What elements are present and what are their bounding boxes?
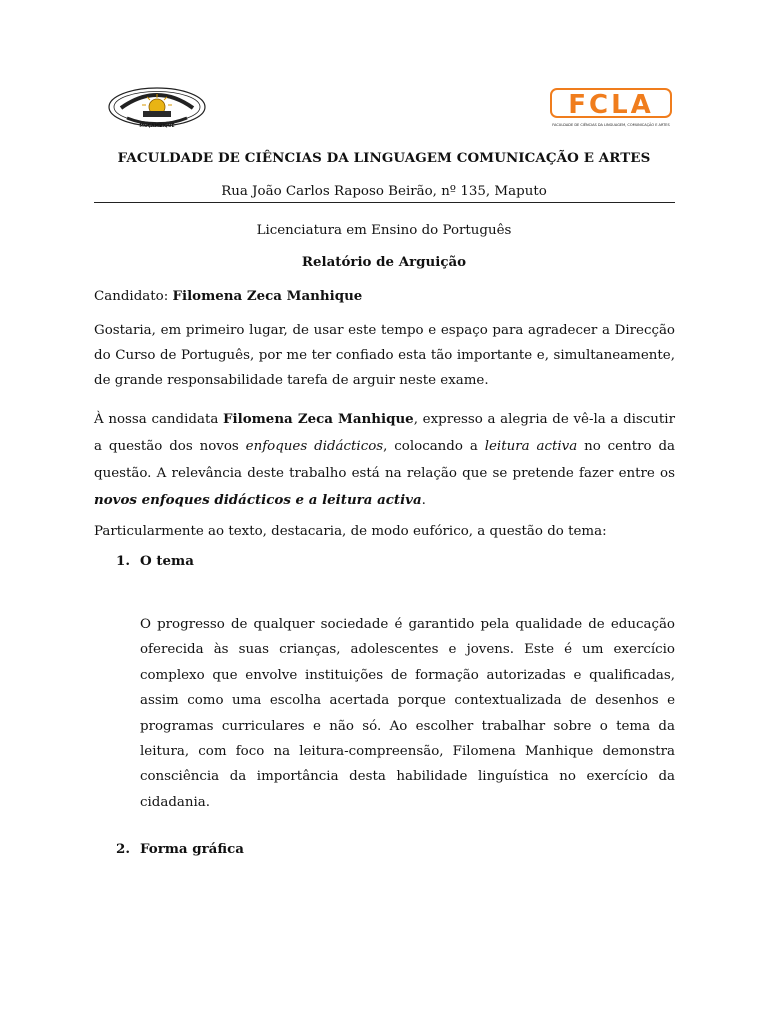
fcla-tagline: FACULDADE DE CIÊNCIAS DA LINGUAGEM, COMUNICAÇÃO E ARTES xyxy=(552,123,670,127)
seal-bottom-text: MOÇAMBIQUE xyxy=(139,124,175,129)
section1-title: O tema xyxy=(140,553,194,569)
university-seal-logo xyxy=(107,84,207,130)
paragraph-intro-theme: Particularmente ao texto, destacaria, de modo eufórico, a questão do tema: xyxy=(94,524,607,539)
p2-text-5: . xyxy=(421,493,426,508)
paragraph-acknowledgement: Gostaria, em primeiro lugar, de usar este tempo e espaço para agradecer a Direcção do Curso de Português, por me ter confiado esta tão importante e, simultaneamente, de grande responsabilidade tarefa de arguir neste exame. xyxy=(94,323,675,388)
candidate-name: Filomena Zeca Manhique xyxy=(172,288,363,304)
p2-text-1: À nossa candidata xyxy=(94,412,224,427)
faculty-name: FACULDADE DE CIÊNCIAS DA LINGUAGEM COMUNICAÇÃO E ARTES xyxy=(117,150,651,166)
p2-bold-italic: novos enfoques didácticos e a leitura activa xyxy=(94,492,422,508)
p2-candidate-name: Filomena Zeca Manhique xyxy=(223,411,414,427)
candidate-label: Candidato: xyxy=(94,289,169,304)
header-divider xyxy=(94,202,675,203)
section2-number: 2. xyxy=(116,841,130,857)
report-title: Relatório de Arguição xyxy=(301,254,467,270)
paragraph-candidate xyxy=(94,406,675,514)
section1-body: O progresso de qualquer sociedade é garantido pela qualidade de educação oferecida às suas crianças, adolescentes e jovens. Este é um exercício complexo que envolve instituições de formação autorizadas e qualificadas, assim como uma escolha acertada porque contextualizada de desenhos e programas curriculares e não só. Ao escolher trabalhar sobre o tema da leitura, com foco na leitura-compreensão, Filomena Manhique demonstra consciência da importância desta habilidade linguística no exercício da cidadania. xyxy=(140,617,675,810)
p2-text-4: no centro da questão. A relevância deste trabalho está na relação que se pretende fazer entre os xyxy=(94,439,676,481)
p2-italic-leitura: leitura activa xyxy=(484,439,578,454)
course-name: Licenciatura em Ensino do Português xyxy=(256,223,512,238)
section1-number: 1. xyxy=(116,553,130,569)
address: Rua João Carlos Raposo Beirão, nº 135, Maputo xyxy=(221,184,547,199)
section-heading-forma-grafica xyxy=(116,841,244,857)
fcla-wordmark: FCLA xyxy=(568,90,654,120)
p2-italic-enfoques: enfoques didácticos xyxy=(245,439,384,454)
fcla-logo xyxy=(545,86,677,130)
section-heading-tema xyxy=(116,553,194,569)
p2-text-3: , colocando a xyxy=(383,439,485,454)
candidate-line xyxy=(94,284,675,309)
section2-title: Forma gráfica xyxy=(140,841,244,857)
p2-text-2: , expresso a alegria de vê-la a discutir a questão dos novos xyxy=(94,412,675,454)
